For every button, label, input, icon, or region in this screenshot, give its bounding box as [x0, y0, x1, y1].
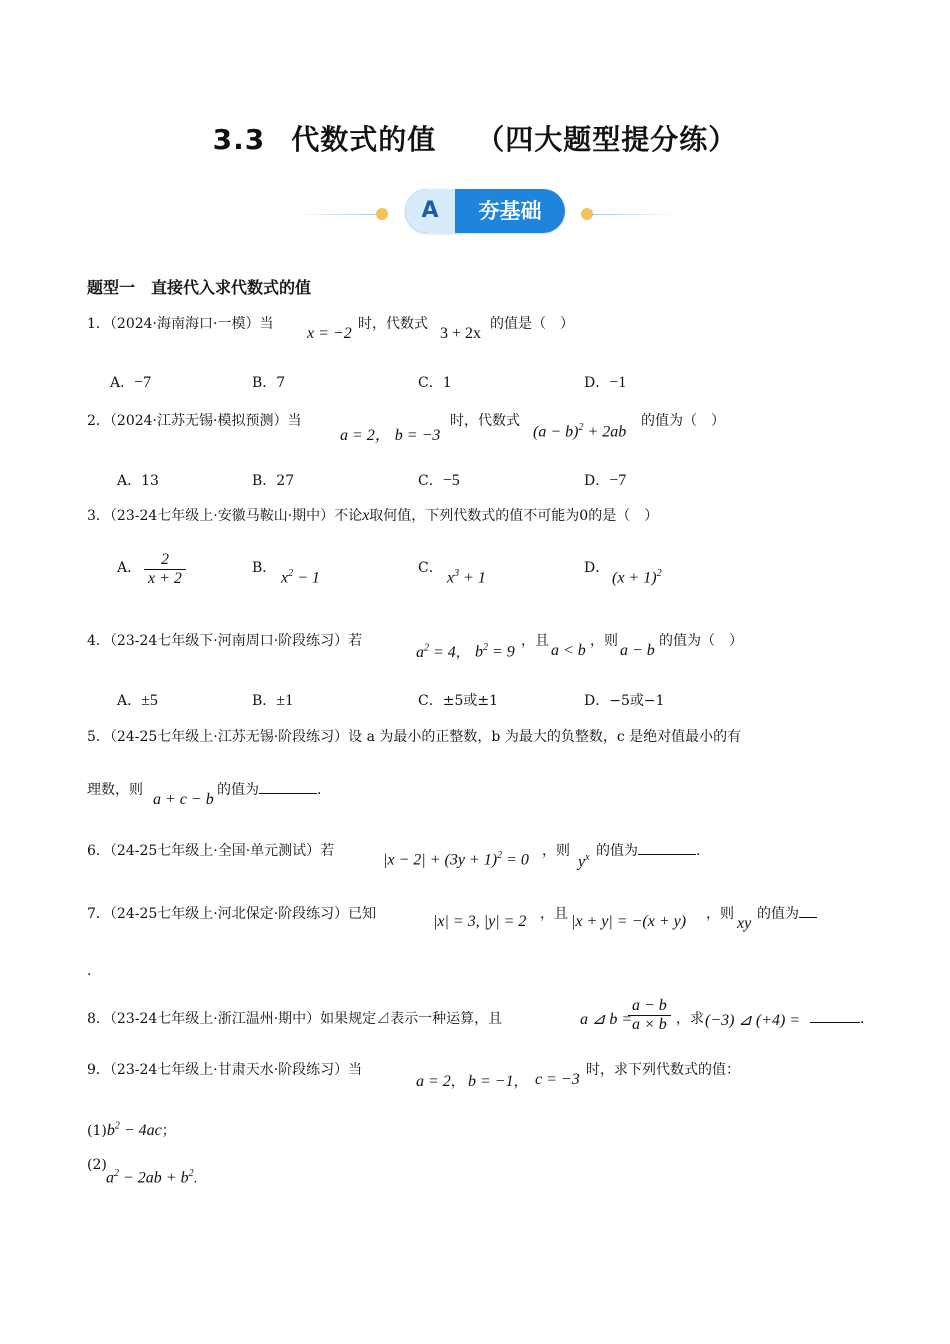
- q6-expression: $|x - 2| + (3y + 1)^2 = 0$: [383, 850, 529, 869]
- q8-answer-blank[interactable]: [810, 1008, 860, 1023]
- q1-option-d[interactable]: D．−1: [584, 374, 627, 391]
- question-4: 4．（23-24七年级下·河南周口·阶段练习）若: [87, 633, 363, 649]
- q2-text: 时，代数式: [450, 413, 520, 429]
- question-9: 9．（23-24七年级上·甘肃天水·阶段练习）当: [87, 1062, 363, 1078]
- q9-part-2-label: (2): [87, 1157, 107, 1173]
- q5-tail: 的值为 .: [217, 779, 321, 799]
- q4-expression: a − b: [620, 642, 655, 659]
- badge-line-right: [592, 214, 677, 215]
- q1-option-a[interactable]: A．−7: [110, 374, 152, 391]
- badge-dot-left: [376, 208, 388, 220]
- q9-part-2-expr: $a^2 - 2ab + b^2$.: [106, 1168, 198, 1187]
- q2-option-c[interactable]: C．−5: [418, 472, 460, 489]
- q9-cond-3: c = −3: [535, 1071, 580, 1088]
- q3-option-c[interactable]: C．: [418, 560, 443, 576]
- q3-option-b-expr[interactable]: $x^2 - 1$: [281, 568, 320, 587]
- question-5: 5．（24-25七年级上·江苏无锡·阶段练习）设 a 为最小的正整数，b 为最大的负整数，c 是绝对值最小的有: [87, 729, 742, 745]
- q1-expression: 3 + 2x: [440, 325, 482, 342]
- q3-option-a-label[interactable]: A．: [117, 560, 142, 576]
- title-number: 3.3: [212, 123, 266, 156]
- q2-option-d[interactable]: D．−7: [584, 472, 627, 489]
- q4-tail: 的值为（ ）: [659, 633, 743, 649]
- q7-cond-1: |x| = 3, |y| = 2: [433, 913, 527, 930]
- q4-text-then: ，则: [590, 633, 618, 649]
- q2-option-b[interactable]: B．27: [252, 473, 295, 489]
- title-subtitle: （四大题型提分练）: [476, 123, 738, 156]
- q2-tail: 的值为（ ）: [641, 413, 725, 429]
- q7-period: .: [87, 963, 92, 979]
- q1-tail: 的值是（ ）: [490, 316, 574, 332]
- q7-answer-blank[interactable]: [799, 903, 817, 918]
- question-1: 1．（2024·海南海口·一模）当: [87, 316, 274, 332]
- q6-text-then: ，则: [542, 843, 570, 859]
- q3-option-a-fraction[interactable]: $\frac{2}{x + 2}$: [144, 551, 186, 588]
- q5-line-2: 理数，则: [87, 782, 143, 798]
- section-heading: 题型一 直接代入求代数式的值: [87, 278, 312, 297]
- q8-tail: .: [810, 1008, 864, 1027]
- badge-letter: A: [405, 189, 455, 233]
- q8-calculation: (−3) ⊿ (+4) =: [705, 1012, 801, 1029]
- q9-cond-1: a = 2，: [416, 1073, 465, 1090]
- q7-tail: 的值为: [757, 903, 817, 923]
- q1-option-b[interactable]: B．7: [252, 375, 286, 391]
- q6-tail: 的值为 .: [596, 840, 700, 860]
- badge-text: 夯基础: [478, 199, 542, 223]
- q4-cond-3: a < b: [551, 642, 586, 659]
- q2-condition: a = 2， b = −3: [340, 427, 441, 444]
- q8-text-ask: ，求: [676, 1011, 704, 1027]
- q4-text-and: ，且: [521, 633, 549, 649]
- q3-option-b[interactable]: B．: [252, 560, 277, 576]
- q7-cond-2: |x + y| = −(x + y): [571, 913, 687, 930]
- section-badge: [405, 189, 565, 233]
- q2-expression: $(a - b)^2 + 2ab$: [533, 422, 627, 441]
- q6-power: $y^x$: [578, 852, 590, 871]
- q7-text-and: ，且: [540, 906, 568, 922]
- q4-option-a[interactable]: A．±5: [117, 692, 158, 709]
- q1-option-c[interactable]: C．1: [418, 375, 452, 391]
- q8-operation-lhs: a ⊿ b =: [580, 1011, 633, 1028]
- q7-text-then: ，则: [706, 906, 734, 922]
- q4-option-c[interactable]: C．±5或±1: [418, 693, 498, 709]
- q4-option-b[interactable]: B．±1: [252, 692, 294, 709]
- q7-expression: xy: [737, 915, 752, 932]
- q3-option-d-expr[interactable]: $(x + 1)^2$: [612, 568, 662, 587]
- question-7: 7．（24-25七年级上·河北保定·阶段练习）已知: [87, 906, 377, 922]
- q5-answer-blank[interactable]: [259, 779, 317, 794]
- badge-line-left: [295, 214, 380, 215]
- q3-option-c-expr[interactable]: $x^3 + 1$: [447, 568, 486, 587]
- q5-expression: a + c − b: [153, 791, 214, 808]
- title-main: 代数式的值: [291, 123, 437, 156]
- q2-option-a[interactable]: A．13: [117, 473, 159, 489]
- q4-cond-2: $b^2 = 9$: [475, 642, 515, 661]
- q3-option-d[interactable]: D．: [584, 560, 610, 576]
- question-3: 3．（23-24七年级上·安徽马鞍山·期中）不论x取何值，下列代数式的值不可能为0的是（ ）: [87, 507, 659, 524]
- question-6: 6．（24-25七年级上·全国·单元测试）若: [87, 843, 335, 859]
- q9-part-1: $(1)b^2 - 4ac$；: [87, 1120, 176, 1139]
- q6-answer-blank[interactable]: [638, 840, 696, 855]
- question-2: 2．（2024·江苏无锡·模拟预测）当: [87, 413, 302, 429]
- page-title: [0, 118, 950, 158]
- q9-tail: 时，求下列代数式的值：: [586, 1062, 740, 1078]
- q1-condition: x = −2: [307, 325, 352, 342]
- q4-option-d[interactable]: D．−5或−1: [584, 693, 665, 709]
- q8-operation-fraction: $\frac{a - b}{a \times b}$: [628, 997, 671, 1034]
- question-8: 8．（23-24七年级上·浙江温州·期中）如果规定⊿表示一种运算，且: [87, 1011, 503, 1027]
- q4-cond-1: $a^2 = 4$，: [416, 642, 470, 661]
- q9-cond-2: b = −1，: [468, 1073, 528, 1090]
- q1-text: 时，代数式: [358, 316, 428, 332]
